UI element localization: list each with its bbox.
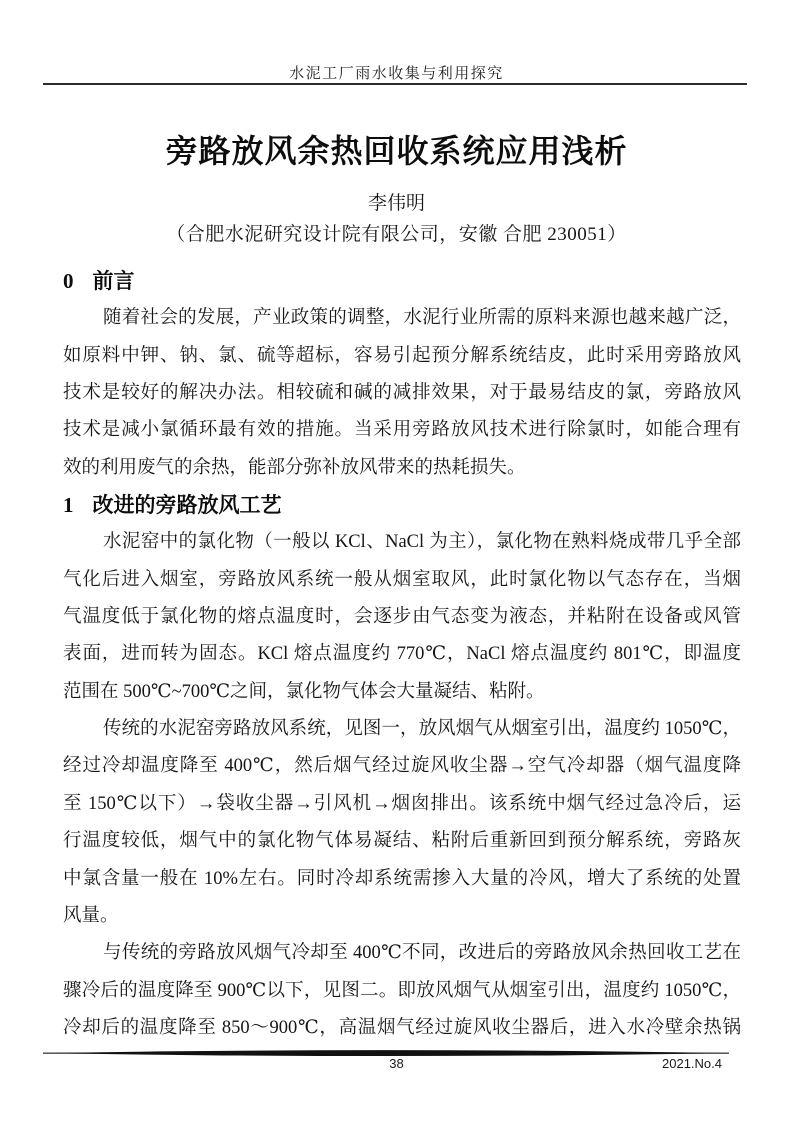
body-text-line: 行温度较低，烟气中的氯化物气体易凝结、粘附后重新回到预分解系统，旁路灰 xyxy=(63,831,741,852)
body-text-line: 随着社会的发展，产业政策的调整，水泥行业所需的原料来源也越来越广泛， xyxy=(103,308,741,329)
body-text-line: 气化后进入烟室，旁路放风系统一般从烟室取风，此时氯化物以气态存在，当烟 xyxy=(63,569,741,590)
body-text-line: 效的利用废气的余热，能部分弥补放风带来的热耗损失。 xyxy=(63,457,526,478)
article-body xyxy=(63,263,741,1047)
body-text-line: 骤冷后的温度降至 900℃以下，见图二。即放风烟气从烟室引出，温度约 1050℃， xyxy=(63,980,741,1001)
body-text-line: 风量。 xyxy=(63,905,119,926)
body-text-line: 如原料中钾、钠、氯、硫等超标，容易引起预分解系统结皮，此时采用旁路放风 xyxy=(63,345,741,366)
section-number: 1 xyxy=(63,493,74,518)
body-text-line: 冷却后的温度降至 850～900℃，高温烟气经过旋风收尘器后，进入水冷壁余热锅 xyxy=(63,1017,741,1038)
section-title: 改进的旁路放风工艺 xyxy=(92,494,282,518)
running-head-title: 水泥工厂雨水收集与利用探究 xyxy=(289,66,504,82)
header-rule xyxy=(43,83,747,85)
body-text-line: 技术是减小氯循环最有效的措施。当采用旁路放风技术进行除氯时，如能合理有 xyxy=(63,420,741,441)
body-text-line: 水泥窑中的氯化物（一般以 KCl、NaCl 为主），氯化物在熟料烧成带几乎全部 xyxy=(103,532,741,553)
issue-label: 2021.No.4 xyxy=(662,1056,722,1071)
body-text-line: 范围在 500℃~700℃之间，氯化物气体会大量凝结、粘附。 xyxy=(63,681,545,702)
section-heading xyxy=(63,263,741,300)
body-text-line: 传统的水泥窑旁路放风系统，见图一，放风烟气从烟室引出，温度约 1050℃， xyxy=(103,719,741,740)
body-text-line: 表面，进而转为固态。KCl 熔点温度约 770℃，NaCl 熔点温度约 801℃，即温度 xyxy=(63,644,741,665)
body-text-line: 至 150℃以下）→袋收尘器→引风机→烟囱排出。该系统中烟气经过急冷后，运 xyxy=(63,793,741,814)
article-title: 旁路放风余热回收系统应用浅析 xyxy=(165,133,628,169)
section-number: 0 xyxy=(63,269,74,293)
body-text-line: 气温度低于氯化物的熔点温度时，会逐步由气态变为液态，并粘附在设备或风管 xyxy=(63,607,741,628)
section-title: 前言 xyxy=(92,270,135,293)
author-name: 李伟明 xyxy=(367,193,425,214)
body-text-line: 与传统的旁路放风烟气冷却至 400℃不同，改进后的旁路放风余热回收工艺在 xyxy=(103,943,741,964)
body-text-line: 中氯含量一般在 10%左右。同时冷却系统需掺入大量的冷风，增大了系统的处置 xyxy=(63,868,741,889)
body-text-line: 经过冷却温度降至 400℃，然后烟气经过旋风收尘器→空气冷却器（烟气温度降 xyxy=(63,756,741,777)
body-text-line: 技术是较好的解决办法。相较硫和碱的减排效果，对于最易结皮的氯，旁路放风 xyxy=(63,383,741,404)
section-heading xyxy=(63,487,741,524)
page-number: 38 xyxy=(389,1056,404,1071)
author-affiliation: （合肥水泥研究设计院有限公司，安徽 合肥 230051） xyxy=(166,224,627,245)
